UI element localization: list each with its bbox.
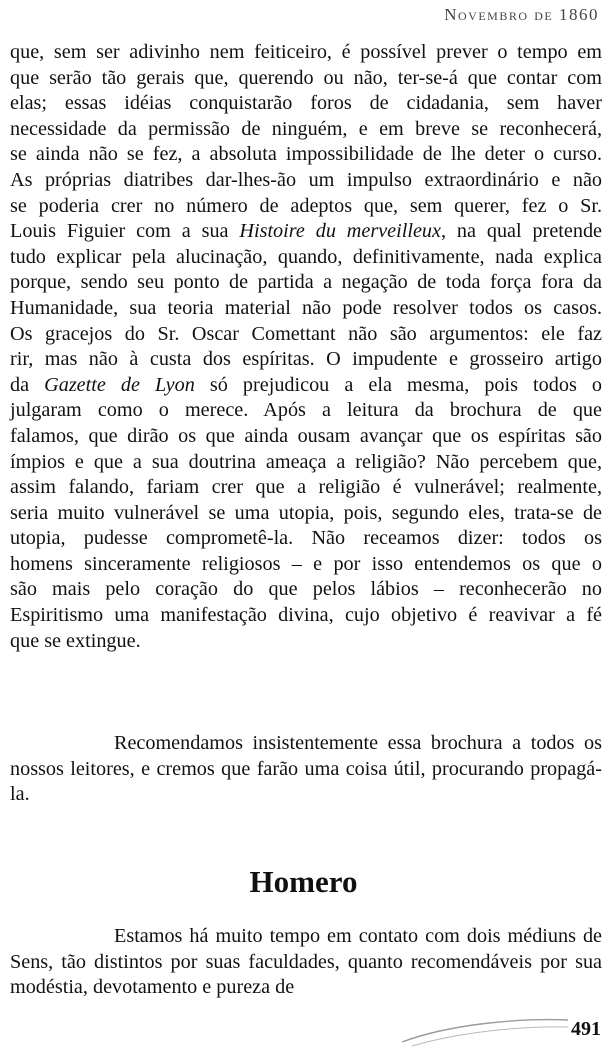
text-line: seria muito vulnerável se uma utopia, pois, segundo eles, trata-se de xyxy=(10,501,602,524)
section-heading: Homero xyxy=(249,864,358,899)
text-line: As próprias diatribes dar-lhes-ão um impulso extraordinário e não xyxy=(10,168,602,191)
text-line: necessidade da permissão de ninguém, e em breve se reconhecerá, xyxy=(10,117,602,140)
newspaper-title: Gazette de Lyon xyxy=(44,373,195,396)
text-line: homens sinceramente religiosos – e por isso entendemos os que o xyxy=(10,552,602,575)
text-line: se poderia crer no número de adeptos que, sem querer, fez o Sr. xyxy=(10,194,602,217)
text-line: são mais pelo coração do que pelos lábios – reconhecerão no xyxy=(10,578,602,601)
text-line: porque, sendo seu ponto de partida a negação de toda força fora da xyxy=(10,271,602,294)
text-line: que, sem ser adivinho nem feiticeiro, é possível prever o tempo em xyxy=(10,41,602,63)
text-fragment: da xyxy=(10,373,45,396)
text-line: se ainda não se fez, a absoluta impossibilidade de lhe deter o curso. xyxy=(10,143,602,166)
body-paragraph-3: Estamos há muito tempo em contato com dois médiuns de Sens, tão distintos por suas faculdades, quanto recomendáveis por sua modéstia, devotamento e pureza de xyxy=(10,925,602,999)
text-line: Humanidade, sua teoria material não pode resolver todos os casos. xyxy=(10,296,602,319)
text-fragment: Louis Figuier com a sua xyxy=(10,220,240,243)
running-header: Novembro de 1860 xyxy=(444,5,599,24)
body-paragraph-1 xyxy=(10,40,602,654)
text-line-with-title xyxy=(10,219,602,245)
text-line: ímpios e que a sua doutrina ameaça a religião? Não percebem que, xyxy=(10,450,602,473)
text-line: utopia, pudesse comprometê-la. Não receamos dizer: todos os xyxy=(10,527,602,550)
text-line: tudo explicar pela alucinação, quando, definitivamente, nada explica xyxy=(10,245,602,268)
text-line-with-title xyxy=(10,373,602,399)
text-fragment: , na qual pretende xyxy=(440,220,603,243)
page-swoosh-ornament xyxy=(400,1010,570,1050)
text-line: elas; essas idéias conquistarão foros de cidadania, sem haver xyxy=(10,92,602,115)
body-paragraph-2: Recomendamos insistentemente essa brochura a todos os nossos leitores, e cremos que farão uma coisa útil, procurando propagá-la. xyxy=(10,732,602,806)
text-line: julgaram como o merece. Após a leitura da brochura de que xyxy=(10,399,602,422)
book-title: Histoire du merveilleux xyxy=(239,220,441,243)
text-line: falamos, que dirão os que ainda ousam avançar que os espíritas são xyxy=(10,424,602,447)
text-fragment: só prejudicou a ela mesma, pois todos o xyxy=(194,373,602,396)
text-line: rir, mas não à custa dos espíritas. O impudente e grosseiro artigo xyxy=(10,348,602,371)
page-number: 491 xyxy=(571,1018,601,1040)
text-line: assim falando, fariam crer que a religião é vulnerável; realmente, xyxy=(10,476,602,499)
text-line: Espiritismo uma manifestação divina, cujo objetivo é reavivar a fé xyxy=(10,604,602,627)
text-line: que serão tão gerais que, querendo ou não, ter-se-á que contar com xyxy=(10,66,602,89)
text-line: Os gracejos do Sr. Oscar Comettant não são argumentos: ele faz xyxy=(10,322,602,345)
text-line: que se extingue. xyxy=(10,629,141,652)
